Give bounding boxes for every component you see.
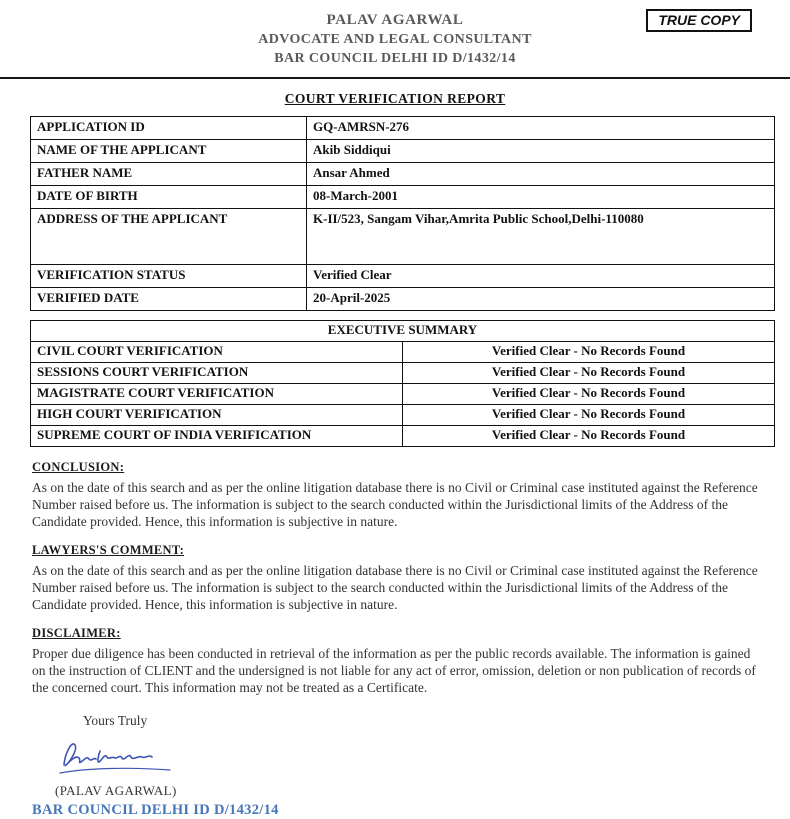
advocate-name: PALAV AGARWAL	[326, 12, 464, 28]
closing-text: Yours Truly	[83, 713, 148, 728]
detail-label: FATHER NAME	[31, 163, 307, 186]
conclusion-body: As on the date of this search and as per the online litigation database there is no Civil or Criminal case instituted against the Reference Number raised before us. The information is subject to the search conducted within the Jurisdictional limits of the Address of the Candidate provided. Hence, this information is subjective in nature.	[32, 480, 758, 529]
detail-label: APPLICATION ID	[31, 117, 307, 140]
detail-value: Verified Clear	[307, 265, 775, 288]
header-divider	[0, 77, 790, 79]
signature	[52, 733, 790, 781]
detail-value: Akib Siddiqui	[307, 140, 775, 163]
lawyers-comment-body: As on the date of this search and as per the online litigation database there is no Civil or Criminal case instituted against the Reference Number raised before us. The information is subject to the search conducted within the Jurisdictional limits of the Address of the Candidate provided. Hence, this information is subjective in nature.	[32, 563, 758, 612]
table-row	[31, 426, 775, 447]
executive-summary-table	[30, 320, 775, 447]
signatory-name: (PALAV AGARWAL)	[55, 783, 177, 798]
table-row	[31, 288, 775, 311]
report-title-text: COURT VERIFICATION REPORT	[284, 91, 506, 106]
detail-label: DATE OF BIRTH	[31, 186, 307, 209]
disclaimer-body: Proper due diligence has been conducted in retrieval of the information as per the public records available. The information is gained on the instruction of CLIENT and the undersigned is not liable for any act of error, omission, deletion or non publication of records of the concerned court. This information may not be treated as a Certificate.	[32, 646, 756, 695]
table-row	[31, 405, 775, 426]
detail-label: ADDRESS OF THE APPLICANT	[31, 209, 307, 265]
bar-council-id: BAR COUNCIL DELHI ID D/1432/14	[274, 51, 516, 66]
summary-header-row	[31, 321, 775, 342]
executive-summary-title: EXECUTIVE SUMMARY	[31, 321, 775, 342]
table-row	[31, 163, 775, 186]
summary-value: Verified Clear - No Records Found	[403, 426, 775, 447]
table-row	[31, 117, 775, 140]
advocate-title: ADVOCATE AND LEGAL CONSULTANT	[258, 32, 532, 47]
report-title	[0, 91, 790, 107]
disclaimer-section	[32, 626, 765, 696]
table-row	[31, 209, 775, 265]
detail-label: VERIFIED DATE	[31, 288, 307, 311]
table-row	[31, 186, 775, 209]
table-row	[31, 342, 775, 363]
detail-value: Ansar Ahmed	[307, 163, 775, 186]
table-row	[31, 265, 775, 288]
detail-value: K-II/523, Sangam Vihar,Amrita Public School,Delhi-110080	[307, 209, 775, 265]
signature-image	[52, 733, 182, 781]
applicant-details-table	[30, 116, 775, 311]
summary-label: CIVIL COURT VERIFICATION	[31, 342, 403, 363]
detail-label: VERIFICATION STATUS	[31, 265, 307, 288]
bar-council-footer: BAR COUNCIL DELHI ID D/1432/14	[32, 802, 279, 818]
summary-value: Verified Clear - No Records Found	[403, 342, 775, 363]
lawyers-comment-section	[32, 543, 765, 613]
lawyers-comment-heading: LAWYERS'S COMMENT:	[32, 543, 185, 557]
summary-label: MAGISTRATE COURT VERIFICATION	[31, 384, 403, 405]
summary-label: SESSIONS COURT VERIFICATION	[31, 363, 403, 384]
true-copy-stamp: TRUE COPY	[646, 9, 752, 32]
summary-value: Verified Clear - No Records Found	[403, 405, 775, 426]
table-row	[31, 384, 775, 405]
detail-value: 08-March-2001	[307, 186, 775, 209]
summary-label: HIGH COURT VERIFICATION	[31, 405, 403, 426]
summary-label: SUPREME COURT OF INDIA VERIFICATION	[31, 426, 403, 447]
summary-value: Verified Clear - No Records Found	[403, 363, 775, 384]
summary-value: Verified Clear - No Records Found	[403, 384, 775, 405]
detail-value: GQ-AMRSN-276	[307, 117, 775, 140]
conclusion-heading: CONCLUSION:	[32, 460, 125, 474]
disclaimer-heading: DISCLAIMER:	[32, 626, 121, 640]
detail-label: NAME OF THE APPLICANT	[31, 140, 307, 163]
detail-value: 20-April-2025	[307, 288, 775, 311]
conclusion-section	[32, 460, 765, 530]
table-row	[31, 140, 775, 163]
table-row	[31, 363, 775, 384]
